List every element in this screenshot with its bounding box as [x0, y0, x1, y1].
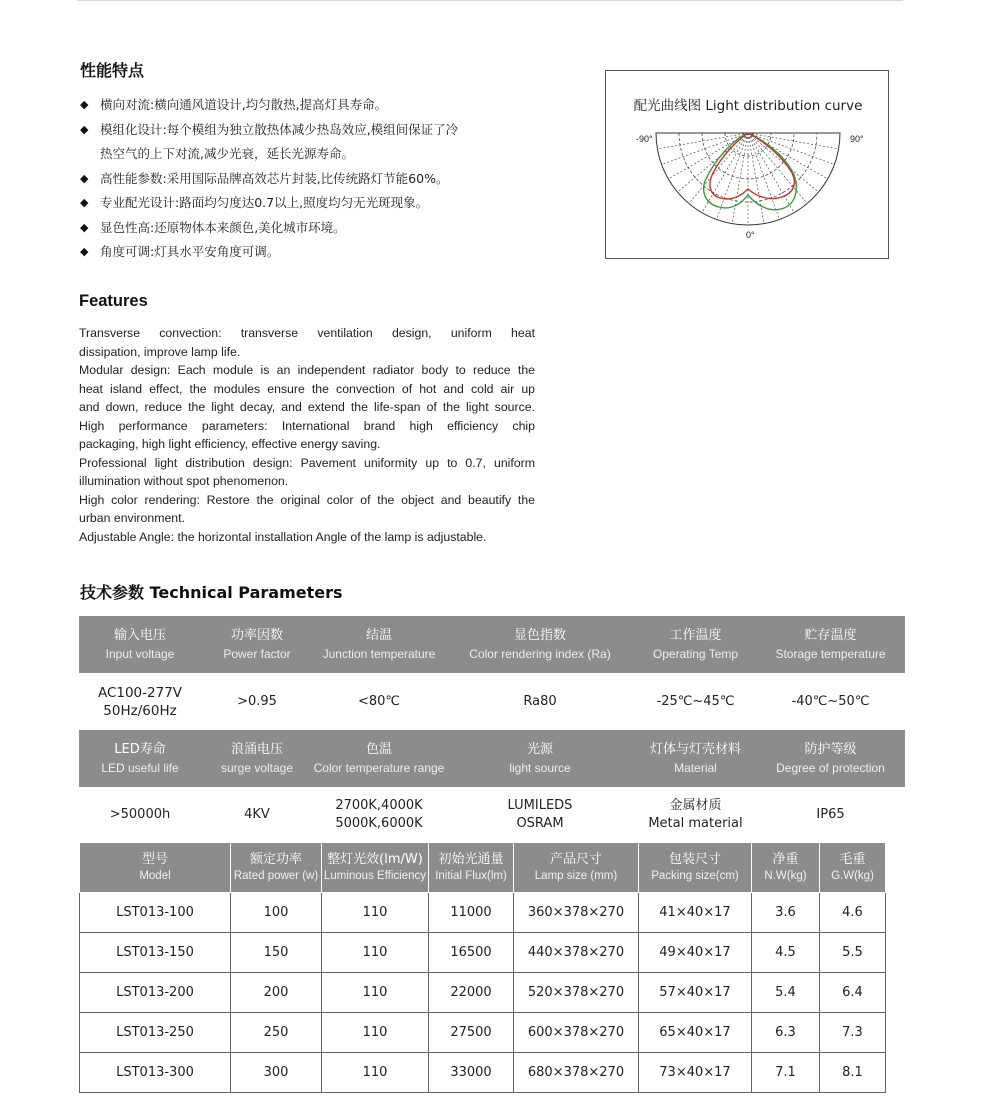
- value-cell: -40℃~50℃: [756, 673, 905, 730]
- text-line: Professional light distribution design: Pavement uniformity up to 0.7, uniform: [79, 455, 535, 470]
- distribution-curve-red: [710, 133, 794, 199]
- packing-size-cell: 65×40×17: [639, 1013, 752, 1053]
- spec-table-1: [79, 616, 905, 842]
- packing-size-cell: 57×40×17: [639, 973, 752, 1013]
- text-line: illumination without spot phenomenon.: [79, 474, 289, 488]
- efficiency-cell: 110: [322, 973, 429, 1013]
- text-line: urban environment.: [79, 511, 185, 525]
- value-cell: IP65: [756, 787, 905, 842]
- model-cell: LST013-200: [80, 973, 231, 1013]
- header-cell: 包装尺寸 Packing size(cm): [639, 843, 752, 893]
- text-line: packaging, high light efficiency, effective energy saving.: [79, 437, 381, 451]
- value-cell: -25℃~45℃: [635, 673, 756, 730]
- diamond-bullet-icon: ◆: [80, 220, 89, 234]
- value-cell: 4KV: [201, 787, 313, 842]
- header-cell: 毛重 G.W(kg): [820, 843, 886, 893]
- header-cell: 结温 Junction temperature: [313, 616, 445, 673]
- text-line: Modular design: Each module is an independent radiator body to reduce the: [79, 363, 535, 377]
- value-cell: 2700K,4000K 5000K,6000K: [313, 787, 445, 842]
- flux-cell: 27500: [429, 1013, 514, 1053]
- diamond-bullet-icon: ◆: [80, 98, 89, 111]
- text-line: and down, reduce the light decay, and extend the life-span of the light source.: [79, 400, 535, 414]
- packing-size-cell: 41×40×17: [639, 893, 752, 933]
- polar-spoke: [732, 133, 748, 224]
- text-line: Adjustable Angle: the horizontal installation Angle of the lamp is adjustable.: [79, 529, 487, 544]
- list-item: ◆ 高性能参数:采用国际品牌高效芯片封装,比传统路灯节能60%。: [80, 167, 550, 192]
- text-line: dissipation, improve lamp life.: [79, 344, 241, 359]
- header-cell: 浪涌电压 surge voltage: [201, 730, 313, 787]
- polar-spoke: [748, 133, 807, 203]
- header-cell: 净重 N.W(kg): [752, 843, 820, 893]
- list-item: ◆ 模组化设计:每个模组为独立散热体减少热岛效应,模组间保证了冷 热空气的上下对流,减少光衰，延长光源寿命。: [80, 118, 550, 167]
- header-cell: 灯体与灯壳材料 Material: [635, 730, 756, 787]
- efficiency-cell: 110: [322, 893, 429, 933]
- polar-spoke: [748, 133, 764, 224]
- angle-label-left: -90°: [636, 134, 653, 144]
- net-weight-cell: 6.3: [752, 1013, 820, 1053]
- header-cell: LED寿命 LED useful life: [79, 730, 201, 787]
- value-cell: LUMILEDS OSRAM: [445, 787, 635, 842]
- text-line: High performance parameters: International brand high efficiency chip: [79, 418, 535, 433]
- lamp-size-cell: 360×378×270: [514, 893, 639, 933]
- table-row: [80, 973, 886, 1013]
- efficiency-cell: 110: [322, 933, 429, 973]
- model-cell: LST013-300: [80, 1053, 231, 1093]
- diamond-bullet-icon: ◆: [80, 245, 89, 258]
- header-cell: 色温 Color temperature range: [313, 730, 445, 787]
- list-item: ◆ 显色性高:还原物体本来颜色,美化城市环境。: [80, 216, 550, 241]
- list-item: ◆ 专业配光设计:路面均匀度达0.7以上,照度均匀无光斑现象。: [80, 191, 550, 216]
- net-weight-cell: 3.6: [752, 893, 820, 933]
- distribution-curve-green: [704, 133, 797, 210]
- top-divider: [77, 0, 903, 1]
- power-cell: 100: [231, 893, 322, 933]
- table-row: [80, 1053, 886, 1093]
- angle-label-bottom: 0°: [746, 230, 755, 240]
- value-cell: 金属材质 Metal material: [635, 787, 756, 842]
- flux-cell: 16500: [429, 933, 514, 973]
- text-line: Transverse convection: transverse ventilation design, uniform heat: [79, 326, 535, 340]
- value-cell: AC100-277V 50Hz/60Hz: [79, 673, 201, 730]
- value-cell: >50000h: [79, 787, 201, 842]
- features-cn-title: 性能特点: [80, 61, 145, 80]
- spec-header-row: [79, 730, 905, 787]
- header-cell: 工作温度 Operating Temp: [635, 616, 756, 673]
- header-cell: 光源 light source: [445, 730, 635, 787]
- efficiency-cell: 110: [322, 1053, 429, 1093]
- features-cn-list: [80, 93, 550, 265]
- text-line: heat island effect, the modules ensure the convection of hot and cold air up: [79, 381, 535, 396]
- light-distribution-chart: [605, 70, 889, 259]
- packing-size-cell: 73×40×17: [639, 1053, 752, 1093]
- features-en-title: Features: [79, 292, 148, 310]
- power-cell: 150: [231, 933, 322, 973]
- lamp-size-cell: 600×378×270: [514, 1013, 639, 1053]
- power-cell: 200: [231, 973, 322, 1013]
- header-cell: 整灯光效(lm/W) Luminous Efficiency: [322, 843, 429, 893]
- models-header-row: [80, 843, 886, 893]
- lamp-size-cell: 440×378×270: [514, 933, 639, 973]
- gross-weight-cell: 6.4: [820, 973, 886, 1013]
- table-row: [80, 933, 886, 973]
- features-en-text: [79, 324, 535, 546]
- polar-grid: [656, 133, 840, 225]
- lamp-size-cell: 680×378×270: [514, 1053, 639, 1093]
- spec-header-row: [79, 616, 905, 673]
- value-cell: <80℃: [313, 673, 445, 730]
- diamond-bullet-icon: ◆: [80, 171, 89, 185]
- chart-title: 配光曲线图 Light distribution curve: [633, 98, 863, 114]
- spec-value-row: [79, 787, 905, 842]
- diamond-bullet-icon: ◆: [80, 196, 89, 209]
- angle-label-right: 90°: [850, 134, 864, 144]
- tech-params-title: 技术参数 Technical Parameters: [80, 583, 343, 602]
- header-cell: 功率因数 Power factor: [201, 616, 313, 673]
- header-cell: 初始光通量 Initial Flux(lm): [429, 843, 514, 893]
- table-row: [80, 893, 886, 933]
- packing-size-cell: 49×40×17: [639, 933, 752, 973]
- net-weight-cell: 7.1: [752, 1053, 820, 1093]
- flux-cell: 22000: [429, 973, 514, 1013]
- gross-weight-cell: 5.5: [820, 933, 886, 973]
- header-cell: 产品尺寸 Lamp size (mm): [514, 843, 639, 893]
- efficiency-cell: 110: [322, 1013, 429, 1053]
- list-item: ◆ 横向对流:横向通风道设计,均匀散热,提高灯具寿命。: [80, 93, 550, 118]
- net-weight-cell: 5.4: [752, 973, 820, 1013]
- spec-value-row: [79, 673, 905, 730]
- gross-weight-cell: 8.1: [820, 1053, 886, 1093]
- gross-weight-cell: 4.6: [820, 893, 886, 933]
- value-cell: >0.95: [201, 673, 313, 730]
- header-cell: 型号 Model: [80, 843, 231, 893]
- polar-diagram: [606, 71, 890, 260]
- table-row: [80, 1013, 886, 1053]
- header-cell: 防护等级 Degree of protection: [756, 730, 905, 787]
- diamond-bullet-icon: ◆: [80, 122, 89, 136]
- flux-cell: 33000: [429, 1053, 514, 1093]
- model-cell: LST013-250: [80, 1013, 231, 1053]
- models-table: [79, 842, 886, 1093]
- list-item: ◆ 角度可调:灯具水平安角度可调。: [80, 240, 550, 265]
- model-cell: LST013-100: [80, 893, 231, 933]
- text-line: High color rendering: Restore the original color of the object and beautify the: [79, 492, 535, 507]
- power-cell: 300: [231, 1053, 322, 1093]
- lamp-size-cell: 520×378×270: [514, 973, 639, 1013]
- header-cell: 输入电压 Input voltage: [79, 616, 201, 673]
- value-cell: Ra80: [445, 673, 635, 730]
- net-weight-cell: 4.5: [752, 933, 820, 973]
- header-cell: 显色指数 Color rendering index (Ra): [445, 616, 635, 673]
- header-cell: 贮存温度 Storage temperature: [756, 616, 905, 673]
- header-cell: 额定功率 Rated power (w): [231, 843, 322, 893]
- polar-spoke: [689, 133, 748, 203]
- power-cell: 250: [231, 1013, 322, 1053]
- flux-cell: 11000: [429, 893, 514, 933]
- gross-weight-cell: 7.3: [820, 1013, 886, 1053]
- model-cell: LST013-150: [80, 933, 231, 973]
